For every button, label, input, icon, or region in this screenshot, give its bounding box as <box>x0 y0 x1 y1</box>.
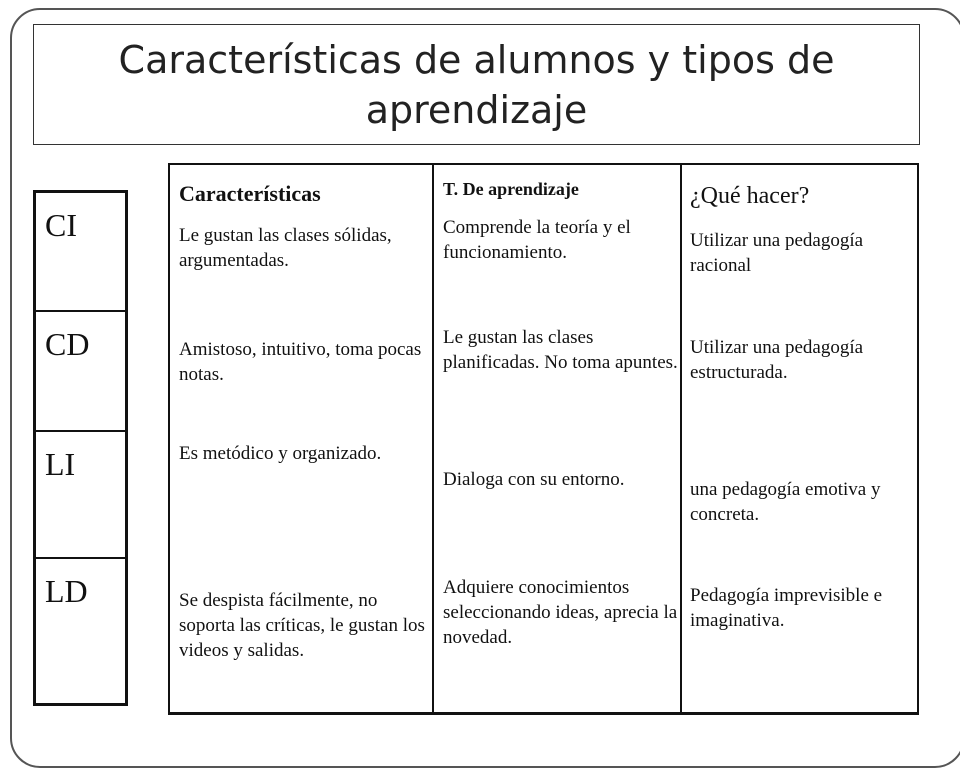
column-que-hacer <box>680 163 919 715</box>
cell-text: Es metódico y organizado. <box>179 443 382 464</box>
slide-title: Características de alumnos y tipos de aprendizaje <box>118 37 835 132</box>
cell-text: Utilizar una pedagogía estructurada. <box>690 337 864 383</box>
column-heading: ¿Qué hacer? <box>690 183 810 209</box>
cell-text: Utilizar una pedagogía racional <box>690 230 864 276</box>
cell-text: Se despista fácilmente, no soporta las críticas, le gustan los videos y salidas. <box>179 590 425 661</box>
title-box <box>33 24 920 145</box>
cell-text: Dialoga con su entorno. <box>443 469 625 490</box>
row-label-ci: CI <box>45 207 77 243</box>
cell-text: Le gustan las clases sólidas, argumentadas. <box>179 225 392 271</box>
cell-text: Adquiere conocimientos seleccionando ideas, aprecia la novedad. <box>443 577 678 648</box>
cell-text: Amistoso, intuitivo, toma pocas notas. <box>179 339 422 385</box>
row-label-ld: LD <box>36 557 125 703</box>
cell-text: Comprende la teoría y el funcionamiento. <box>443 217 631 263</box>
row-label-table <box>33 190 128 706</box>
row-label-li: LI <box>36 430 125 557</box>
cell-text: Le gustan las clases planificadas. No toma apuntes. <box>443 327 678 373</box>
column-heading: T. De aprendizaje <box>443 179 579 199</box>
column-heading: Características <box>179 181 321 206</box>
row-label-cd: CD <box>36 310 125 430</box>
cell-text: Pedagogía imprevisible e imaginativa. <box>690 585 883 631</box>
column-caracteristicas <box>168 163 434 715</box>
cell-text: una pedagogía emotiva y concreta. <box>690 479 881 525</box>
column-tipo-aprendizaje <box>432 163 682 715</box>
